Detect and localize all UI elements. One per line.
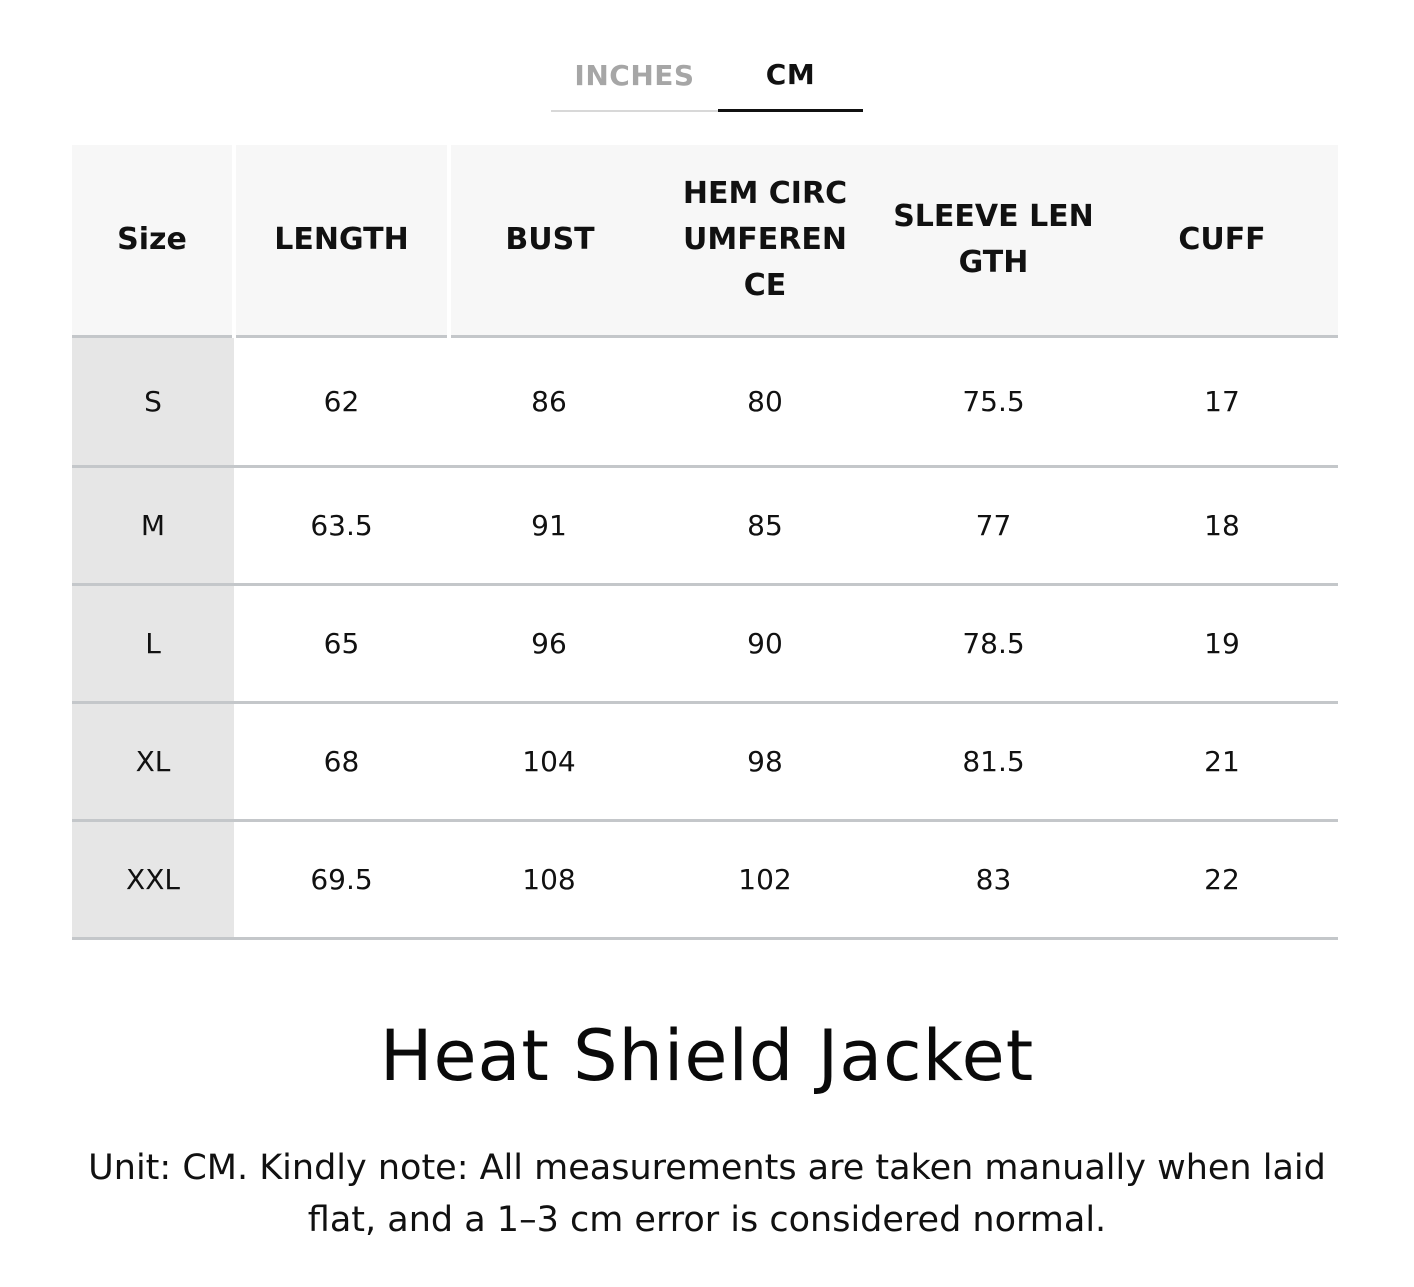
cuff-cell: 17 — [1106, 337, 1338, 467]
cuff-cell: 19 — [1106, 585, 1338, 703]
length-cell: 69.5 — [234, 821, 449, 939]
table-row — [72, 585, 1338, 703]
size-cell: L — [72, 585, 234, 703]
table-row — [72, 467, 1338, 585]
table-row — [72, 337, 1338, 467]
bust-cell: 86 — [449, 337, 649, 467]
bust-cell: 96 — [449, 585, 649, 703]
tab-cm[interactable]: CM — [718, 52, 863, 112]
bust-cell: 108 — [449, 821, 649, 939]
size-cell: XL — [72, 703, 234, 821]
size-cell: M — [72, 467, 234, 585]
hem-cell: 98 — [649, 703, 881, 821]
header-cuff: CUFF — [1106, 145, 1338, 337]
sleeve-cell: 75.5 — [881, 337, 1106, 467]
size-cell: XXL — [72, 821, 234, 939]
size-chart-table — [72, 145, 1338, 940]
header-bust: BUST — [449, 145, 649, 337]
hem-cell: 102 — [649, 821, 881, 939]
header-hem-circumference — [649, 145, 881, 337]
tab-inches[interactable]: INCHES — [551, 52, 718, 112]
bust-cell: 104 — [449, 703, 649, 821]
header-hem-label: HEM CIRCUMFERENCE — [682, 176, 848, 303]
header-sleeve-length: SLEEVE LENGTH — [881, 145, 1106, 337]
sleeve-cell: 77 — [881, 467, 1106, 585]
header-length: LENGTH — [234, 145, 449, 337]
hem-cell: 80 — [649, 337, 881, 467]
hem-cell: 90 — [649, 585, 881, 703]
sleeve-cell: 78.5 — [881, 585, 1106, 703]
bust-cell: 91 — [449, 467, 649, 585]
cuff-cell: 22 — [1106, 821, 1338, 939]
cuff-cell: 21 — [1106, 703, 1338, 821]
table-row — [72, 703, 1338, 821]
size-cell: S — [72, 337, 234, 467]
header-size: Size — [72, 145, 234, 337]
sleeve-cell: 81.5 — [881, 703, 1106, 821]
length-cell: 63.5 — [234, 467, 449, 585]
table-header-row — [72, 145, 1338, 337]
cuff-cell: 18 — [1106, 467, 1338, 585]
product-title: Heat Shield Jacket — [379, 1015, 1035, 1097]
length-cell: 68 — [234, 703, 449, 821]
table-row — [72, 821, 1338, 939]
measurement-note: Unit: CM. Kindly note: All measurements are taken manually when laid flat, and a 1–3 cm error is considered normal. — [88, 1148, 1326, 1240]
length-cell: 65 — [234, 585, 449, 703]
length-cell: 62 — [234, 337, 449, 467]
sleeve-cell: 83 — [881, 821, 1106, 939]
hem-cell: 85 — [649, 467, 881, 585]
unit-tabs — [551, 52, 863, 112]
